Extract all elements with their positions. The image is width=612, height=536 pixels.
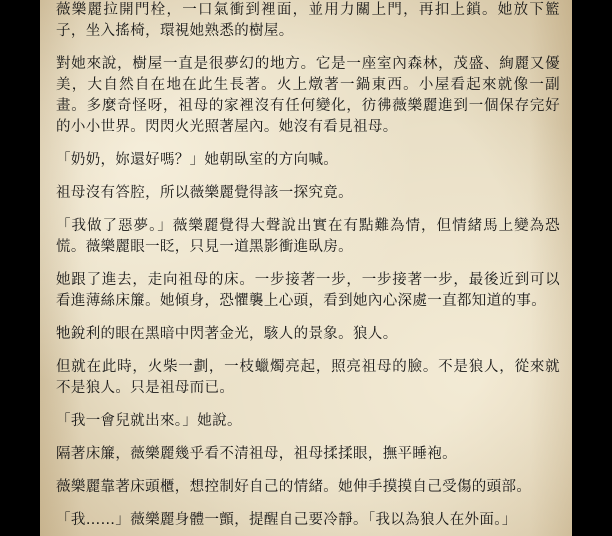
- paragraph-7: 牠銳利的眼在黑暗中閃著金光，駭人的景象。狼人。: [56, 326, 398, 342]
- paragraph-6: 她跟了進去，走向祖母的床。一步接著一步，一步接著一步，最後近到可以看進薄絲床簾。她傾身，恐懼襲上心頭，看到她內心深處一直都知道的事。: [56, 272, 560, 309]
- parchment-page[interactable]: [40, 0, 572, 536]
- paragraph-8: 但就在此時，火柴一劃，一枝蠟燭亮起，照亮祖母的臉。不是狼人，從來就不是狼人。只是祖母而已。: [56, 359, 560, 396]
- paragraph-5: 「我做了惡夢。」薇樂麗覺得大聲說出實在有點難為情，但情緒馬上變為恐慌。薇樂麗眼一眨，只見一道黑影衝進臥房。: [56, 218, 560, 255]
- paragraph-1: 薇樂麗拉開門栓，一口氣衝到裡面，並用力關上門，再扣上鎖。她放下籃子，坐入搖椅，環視她熟悉的樹屋。: [56, 2, 560, 39]
- paragraph-11: 薇樂麗靠著床頭櫃，想控制好自己的情緒。她伸手摸摸自己受傷的頭部。: [56, 479, 532, 495]
- paragraph-2: 對她來說，樹屋一直是很夢幻的地方。它是一座室內森林，茂盛、絢麗又優美，大自然自在地在此生長著。火上燉著一鍋東西。小屋看起來就像一副畫。多麼奇怪呀，祖母的家裡沒有任何變化，彷彿薇樂麗進到一個保存完好的小小世界。閃閃火光照著屋內。她沒有看見祖母。: [56, 56, 560, 135]
- paragraph-3: 「奶奶，妳還好嗎？」她朝臥室的方向喊。: [56, 152, 339, 168]
- story-text: [56, 0, 560, 536]
- paragraph-10: 隔著床簾，薇樂麗幾乎看不清祖母，祖母揉揉眼，撫平睡袍。: [56, 446, 457, 462]
- paragraph-9: 「我一會兒就出來。」她說。: [56, 413, 242, 429]
- paragraph-12: 「我……」薇樂麗身體一顫，提醒自己要冷靜。「我以為狼人在外面。」: [56, 512, 517, 528]
- paragraph-4: 祖母沒有答腔，所以薇樂麗覺得該一探究竟。: [56, 185, 353, 201]
